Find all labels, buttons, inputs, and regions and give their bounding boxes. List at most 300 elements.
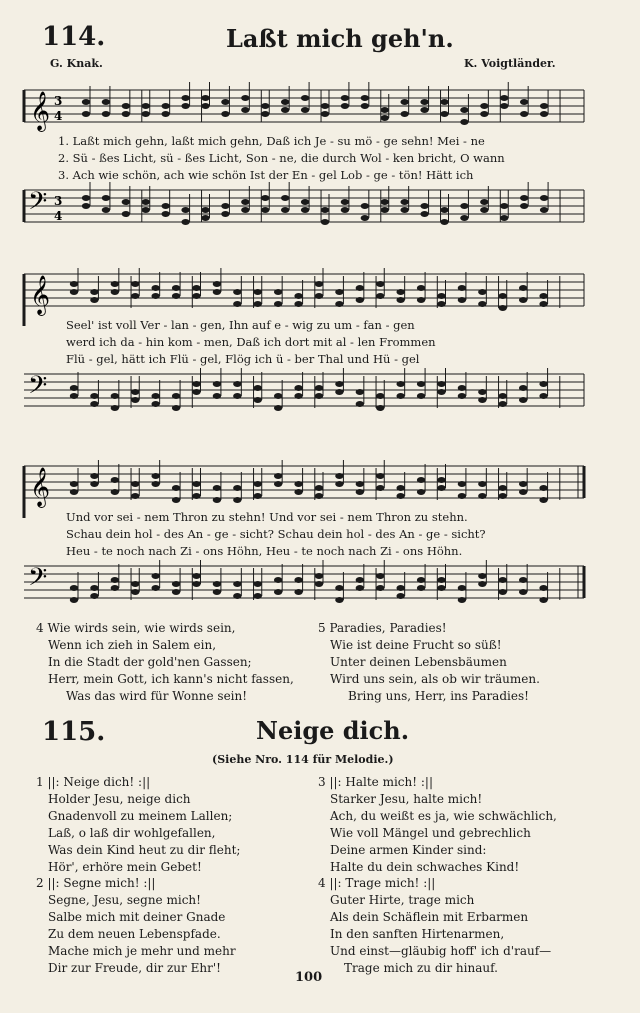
note-head	[111, 289, 119, 295]
note-head	[213, 289, 221, 295]
note-head	[417, 477, 425, 483]
note-head	[499, 401, 507, 407]
note-head	[315, 485, 323, 491]
note-head	[500, 103, 508, 109]
note-head	[274, 577, 282, 583]
note-head	[254, 385, 262, 391]
note-head	[172, 497, 180, 503]
verse-line: 2 ||: Segne mich! :||	[36, 876, 156, 890]
note-head	[201, 95, 209, 101]
note-head	[539, 597, 547, 603]
lyric-s1-l1: 1. Laßt mich gehn, laßt mich gehn, Daß ich Je - su mö - ge sehn! Mei - ne	[58, 134, 485, 148]
note-head	[396, 585, 404, 591]
verse-line: 5 Paradies, Paradies!	[318, 621, 447, 635]
note-head	[213, 381, 221, 387]
note-head	[151, 573, 159, 579]
note-head	[294, 293, 302, 299]
note-head	[70, 385, 78, 391]
note-head	[233, 497, 241, 503]
note-head	[315, 573, 323, 579]
note-head	[376, 585, 384, 591]
note-head	[335, 481, 343, 487]
note-head	[102, 99, 110, 105]
verse-line: Wie voll Mängel und gebrechlich	[330, 826, 531, 840]
note-head	[131, 481, 139, 487]
note-head	[274, 393, 282, 399]
note-head	[499, 485, 507, 491]
note-head	[274, 589, 282, 595]
note-head	[356, 481, 364, 487]
note-head	[90, 585, 98, 591]
verse-line: Salbe mich mit deiner Gnade	[48, 910, 226, 924]
note-head	[321, 111, 329, 117]
note-head	[111, 489, 119, 495]
note-head	[460, 107, 468, 113]
note-head	[294, 589, 302, 595]
note-head	[111, 585, 119, 591]
note-head	[233, 301, 241, 307]
note-head	[142, 199, 150, 205]
note-head	[356, 401, 364, 407]
note-head	[142, 207, 150, 213]
note-head	[151, 481, 159, 487]
note-head	[254, 493, 262, 499]
note-head	[172, 589, 180, 595]
verse-line: In den sanften Hirtenarmen,	[330, 927, 505, 941]
lyric-s2-l2: werd ich da - hin kom - men, Daß ich dort mit al - len Frommen	[66, 335, 436, 349]
note-head	[341, 95, 349, 101]
note-head	[294, 577, 302, 583]
note-head	[396, 593, 404, 599]
note-head	[381, 115, 389, 121]
note-head	[437, 293, 445, 299]
note-head	[70, 585, 78, 591]
note-head	[301, 107, 309, 113]
note-head	[131, 293, 139, 299]
note-head	[213, 485, 221, 491]
svg-text:𝄞: 𝄞	[30, 467, 51, 507]
note-head	[131, 281, 139, 287]
hymn-number-115: 115.	[42, 717, 106, 747]
verse-line: Und einst—gläubig hoff' ich d'rauf—	[330, 944, 552, 958]
note-head	[321, 219, 329, 225]
note-head	[540, 195, 548, 201]
composer-right: K. Voigtländer.	[464, 57, 556, 70]
note-head	[151, 285, 159, 291]
note-head	[172, 285, 180, 291]
verse-line: 1 ||: Neige dich! :||	[36, 775, 151, 789]
note-head	[90, 401, 98, 407]
note-head	[437, 485, 445, 491]
note-head	[111, 577, 119, 583]
note-head	[499, 493, 507, 499]
hymn115-verse-3	[318, 774, 557, 876]
note-head	[396, 381, 404, 387]
note-head	[151, 393, 159, 399]
hymn-number-114: 114.	[42, 22, 106, 52]
note-head	[458, 385, 466, 391]
note-head	[480, 199, 488, 205]
note-head	[213, 281, 221, 287]
note-head	[201, 207, 209, 213]
note-head	[437, 585, 445, 591]
note-head	[458, 393, 466, 399]
note-head	[181, 95, 189, 101]
note-head	[376, 405, 384, 411]
note-head	[400, 207, 408, 213]
note-head	[335, 473, 343, 479]
note-head	[376, 573, 384, 579]
note-head	[82, 99, 90, 105]
svg-text:3: 3	[54, 94, 63, 108]
note-head	[70, 597, 78, 603]
note-head	[437, 381, 445, 387]
note-head	[301, 95, 309, 101]
note-head	[315, 493, 323, 499]
note-head	[122, 111, 130, 117]
verse-line: In die Stadt der gold'nen Gassen;	[48, 655, 252, 669]
note-head	[221, 203, 229, 209]
note-head	[161, 111, 169, 117]
svg-text:𝄞: 𝄞	[30, 91, 51, 131]
note-head	[172, 581, 180, 587]
note-head	[192, 573, 200, 579]
note-head	[131, 581, 139, 587]
note-head	[122, 103, 130, 109]
note-head	[315, 281, 323, 287]
note-head	[315, 393, 323, 399]
note-head	[540, 207, 548, 213]
note-head	[400, 199, 408, 205]
note-head	[361, 103, 369, 109]
note-head	[480, 111, 488, 117]
note-head	[519, 297, 527, 303]
note-head	[90, 289, 98, 295]
svg-text:4: 4	[54, 109, 63, 123]
note-head	[181, 103, 189, 109]
note-head	[499, 393, 507, 399]
note-head	[111, 405, 119, 411]
note-head	[440, 219, 448, 225]
note-head	[478, 289, 486, 295]
note-head	[539, 393, 547, 399]
note-head	[335, 389, 343, 395]
note-head	[301, 199, 309, 205]
note-head	[437, 577, 445, 583]
note-head	[294, 393, 302, 399]
verse-line: Was das wird für Wonne sein!	[66, 689, 248, 703]
note-head	[261, 111, 269, 117]
note-head	[478, 493, 486, 499]
note-head	[315, 293, 323, 299]
verse-line: Herr, mein Gott, ich kann's nicht fassen,	[48, 672, 294, 686]
note-head	[142, 111, 150, 117]
note-head	[261, 207, 269, 213]
note-head	[221, 111, 229, 117]
note-head	[111, 393, 119, 399]
note-head	[233, 393, 241, 399]
note-head	[500, 203, 508, 209]
verse-line: Wenn ich zieh in Salem ein,	[48, 638, 217, 652]
note-head	[213, 589, 221, 595]
note-head	[274, 289, 282, 295]
note-head	[294, 301, 302, 307]
note-head	[254, 301, 262, 307]
note-head	[520, 195, 528, 201]
note-head	[281, 99, 289, 105]
note-head	[151, 585, 159, 591]
note-head	[458, 493, 466, 499]
note-head	[161, 103, 169, 109]
lyric-s3-l2: Schau dein hol - des An - ge - sicht? Schau dein hol - des An - ge - sicht?	[66, 527, 486, 541]
hymn-title-114: Laßt mich geh'n.	[226, 24, 454, 53]
note-head	[233, 289, 241, 295]
note-head	[519, 489, 527, 495]
note-head	[172, 293, 180, 299]
note-head	[376, 293, 384, 299]
verse-line: Trage mich zu dir hinauf.	[344, 961, 498, 975]
verse-line: Zu dem neuen Lebenspfade.	[48, 927, 221, 941]
lyric-s3-l3: Heu - te noch nach Zi - ons Höhn, Heu - te noch nach Zi - ons Höhn.	[66, 544, 463, 558]
note-head	[281, 195, 289, 201]
note-head	[82, 111, 90, 117]
note-head	[499, 589, 507, 595]
note-head	[437, 301, 445, 307]
verse-line: 4 Wie wirds sein, wie wirds sein,	[36, 621, 236, 635]
lyric-s3-l1: Und vor sei - nem Thron zu stehn! Und vor sei - nem Thron zu stehn.	[66, 510, 468, 524]
note-head	[315, 385, 323, 391]
verse-line: Als dein Schäflein mit Erbarmen	[330, 910, 529, 924]
verse-line: Laß, o laß dir wohlgefallen,	[48, 826, 216, 840]
note-head	[221, 99, 229, 105]
note-head	[102, 111, 110, 117]
note-head	[376, 281, 384, 287]
note-head	[519, 589, 527, 595]
note-head	[341, 103, 349, 109]
note-head	[192, 581, 200, 587]
note-head	[341, 199, 349, 205]
lyric-s1-l3: 3. Ach wie schön, ach wie schön Ist der En - gel Lob - ge - tön! Hätt ich	[58, 168, 474, 182]
note-head	[519, 397, 527, 403]
note-head	[458, 285, 466, 291]
svg-text:𝄢: 𝄢	[28, 187, 48, 222]
note-head	[70, 481, 78, 487]
note-head	[335, 381, 343, 387]
note-head	[161, 211, 169, 217]
note-head	[356, 297, 364, 303]
melody-reference: (Siehe Nro. 114 für Melodie.)	[212, 753, 394, 766]
note-head	[335, 289, 343, 295]
note-head	[396, 493, 404, 499]
note-head	[519, 285, 527, 291]
note-head	[131, 389, 139, 395]
note-head	[519, 577, 527, 583]
note-head	[111, 281, 119, 287]
verse-line: Bring uns, Herr, ins Paradies!	[348, 689, 529, 703]
note-head	[281, 107, 289, 113]
note-head	[440, 207, 448, 213]
note-head	[201, 215, 209, 221]
note-head	[294, 481, 302, 487]
note-head	[341, 207, 349, 213]
verse-line: Unter deinen Lebensbäumen	[330, 655, 507, 669]
note-head	[172, 393, 180, 399]
note-head	[294, 385, 302, 391]
verse-line: Hör', erhöre mein Gebet!	[48, 860, 202, 874]
hymn115-verse-1	[36, 774, 240, 876]
verse-line: Deine armen Kinder sind:	[330, 843, 487, 857]
note-head	[82, 203, 90, 209]
note-head	[90, 297, 98, 303]
note-head	[241, 95, 249, 101]
note-head	[356, 577, 364, 583]
note-head	[480, 207, 488, 213]
note-head	[233, 381, 241, 387]
note-head	[172, 405, 180, 411]
note-head	[274, 301, 282, 307]
hymn115-verse-2	[36, 875, 236, 977]
note-head	[478, 573, 486, 579]
note-head	[400, 99, 408, 105]
verse-line: Ach, du weißt es ja, wie schwächlich,	[330, 809, 557, 823]
note-head	[70, 393, 78, 399]
note-head	[420, 99, 428, 105]
note-head	[519, 481, 527, 487]
note-head	[396, 289, 404, 295]
note-head	[221, 211, 229, 217]
note-head	[192, 481, 200, 487]
note-head	[90, 473, 98, 479]
verse-line: Mache mich je mehr und mehr	[48, 944, 236, 958]
note-head	[241, 107, 249, 113]
note-head	[539, 497, 547, 503]
page-number: 100	[295, 970, 323, 985]
note-head	[499, 577, 507, 583]
svg-text:𝄞: 𝄞	[30, 275, 51, 315]
note-head	[396, 297, 404, 303]
note-head	[499, 293, 507, 299]
note-head	[420, 211, 428, 217]
hymn115-verse-4	[318, 875, 551, 977]
verse-line: Halte du dein schwaches Kind!	[330, 860, 520, 874]
note-head	[356, 585, 364, 591]
note-head	[254, 397, 262, 403]
note-head	[233, 485, 241, 491]
svg-text:𝄢: 𝄢	[28, 563, 48, 598]
verse-line: Holder Jesu, neige dich	[48, 792, 191, 806]
note-head	[321, 103, 329, 109]
note-head	[241, 199, 249, 205]
note-head	[478, 481, 486, 487]
note-head	[417, 381, 425, 387]
note-head	[396, 393, 404, 399]
note-head	[417, 585, 425, 591]
note-head	[254, 289, 262, 295]
note-head	[417, 577, 425, 583]
note-head	[192, 493, 200, 499]
composer-left: G. Knak.	[50, 57, 103, 70]
note-head	[111, 477, 119, 483]
note-head	[458, 297, 466, 303]
note-head	[274, 405, 282, 411]
verse-line: Starker Jesu, halte mich!	[330, 792, 483, 806]
note-head	[254, 481, 262, 487]
note-head	[301, 207, 309, 213]
note-head	[539, 585, 547, 591]
note-head	[539, 485, 547, 491]
note-head	[254, 593, 262, 599]
note-head	[540, 111, 548, 117]
note-head	[82, 195, 90, 201]
note-head	[420, 107, 428, 113]
verse-line: 4 ||: Trage mich! :||	[318, 876, 436, 890]
note-head	[181, 219, 189, 225]
note-head	[213, 581, 221, 587]
note-head	[539, 293, 547, 299]
note-head	[321, 207, 329, 213]
note-head	[478, 301, 486, 307]
note-head	[335, 597, 343, 603]
note-head	[335, 585, 343, 591]
note-head	[233, 581, 241, 587]
verse-line: Gnadenvoll zu meinem Lallen;	[48, 809, 233, 823]
note-head	[131, 589, 139, 595]
note-head	[440, 99, 448, 105]
note-head	[417, 393, 425, 399]
hymn-title-115: Neige dich.	[256, 716, 410, 745]
note-head	[131, 397, 139, 403]
verse-line: Guter Hirte, trage mich	[330, 893, 475, 907]
note-head	[233, 593, 241, 599]
note-head	[478, 397, 486, 403]
note-head	[122, 211, 130, 217]
note-head	[70, 489, 78, 495]
note-head	[281, 207, 289, 213]
note-head	[356, 489, 364, 495]
note-head	[294, 489, 302, 495]
note-head	[381, 207, 389, 213]
note-head	[458, 597, 466, 603]
verse-line: Dir zur Freude, dir zur Ehr'!	[48, 961, 221, 975]
note-head	[151, 401, 159, 407]
lyric-s1-l2: 2. Sü - ßes Licht, sü - ßes Licht, Son - ne, die durch Wol - ken bricht, O wann	[58, 151, 505, 165]
note-head	[122, 199, 130, 205]
svg-text:𝄢: 𝄢	[28, 371, 48, 406]
note-head	[192, 381, 200, 387]
note-head	[261, 103, 269, 109]
note-head	[274, 481, 282, 487]
note-head	[520, 99, 528, 105]
note-head	[458, 585, 466, 591]
note-head	[381, 199, 389, 205]
note-head	[500, 215, 508, 221]
note-head	[131, 493, 139, 499]
note-head	[70, 281, 78, 287]
note-head	[480, 103, 488, 109]
note-head	[335, 301, 343, 307]
svg-text:3: 3	[54, 194, 63, 208]
verse-line: Wie ist deine Frucht so süß!	[330, 638, 502, 652]
note-head	[151, 293, 159, 299]
note-head	[460, 203, 468, 209]
note-head	[241, 207, 249, 213]
note-head	[500, 95, 508, 101]
note-head	[102, 207, 110, 213]
note-head	[161, 203, 169, 209]
note-head	[261, 195, 269, 201]
hymn114-verse-4	[36, 620, 294, 705]
svg-text:4: 4	[54, 209, 63, 223]
